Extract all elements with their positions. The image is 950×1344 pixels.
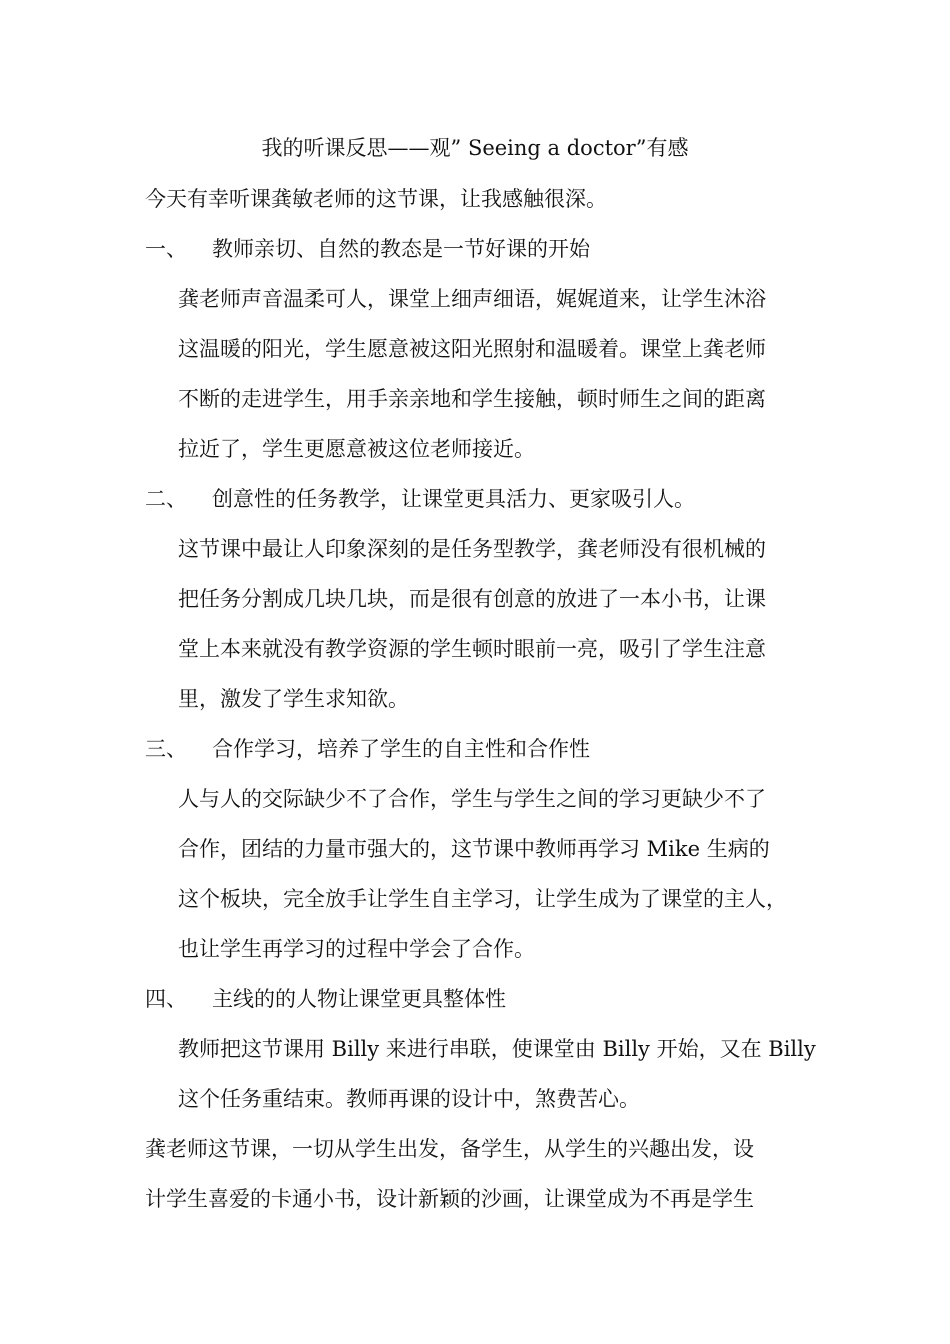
closing-line: 计学生喜爱的卡通小书，设计新颖的沙画，让课堂成为不再是学生 [145,1187,754,1211]
section-2-heading: 创意性的任务教学，让课堂更具活力、更家吸引人。 [212,487,695,511]
section-2-line: 把任务分割成几块几块，而是很有创意的放进了一本小书，让课 [178,587,766,611]
section-3-line: 这个板块，完全放手让学生自主学习，让学生成为了课堂的主人， [178,887,787,911]
document-title: 我的听课反思——观” Seeing a doctor”有感 [261,136,689,160]
section-1-line: 拉近了，学生更愿意被这位老师接近。 [178,437,535,461]
section-1-number: 一、 [145,237,187,261]
section-3-line: 也让学生再学习的过程中学会了合作。 [178,937,535,961]
section-4-line: 教师把这节课用 Billy 来进行串联，使课堂由 Billy 开始，又在 Billy [178,1037,816,1061]
section-4-heading: 主线的的人物让课堂更具整体性 [212,987,506,1011]
section-3-line: 人与人的交际缺少不了合作，学生与学生之间的学习更缺少不了 [178,787,766,811]
section-2-number: 二、 [145,487,187,511]
section-2-line: 堂上本来就没有教学资源的学生顿时眼前一亮，吸引了学生注意 [178,637,766,661]
section-1-line: 不断的走进学生，用手亲亲地和学生接触，顿时师生之间的距离 [178,387,766,411]
intro-paragraph: 今天有幸听课龚敏老师的这节课，让我感触很深。 [145,187,607,211]
section-1-line: 这温暖的阳光，学生愿意被这阳光照射和温暖着。课堂上龚老师 [178,337,766,361]
section-2-line: 这节课中最让人印象深刻的是任务型教学，龚老师没有很机械的 [178,537,766,561]
section-1-heading: 教师亲切、自然的教态是一节好课的开始 [212,237,590,261]
section-3-number: 三、 [145,737,187,761]
section-4-line: 这个任务重结束。教师再课的设计中，煞费苦心。 [178,1087,640,1111]
section-3-heading: 合作学习，培养了学生的自主性和合作性 [212,737,590,761]
section-1-line: 龚老师声音温柔可人，课堂上细声细语，娓娓道来，让学生沐浴 [178,287,766,311]
section-2-line: 里，激发了学生求知欲。 [178,687,409,711]
section-4-number: 四、 [145,987,187,1011]
section-3-line: 合作，团结的力量市强大的，这节课中教师再学习 Mike 生病的 [178,837,770,861]
closing-line: 龚老师这节课，一切从学生出发，备学生，从学生的兴趣出发，设 [145,1137,754,1161]
